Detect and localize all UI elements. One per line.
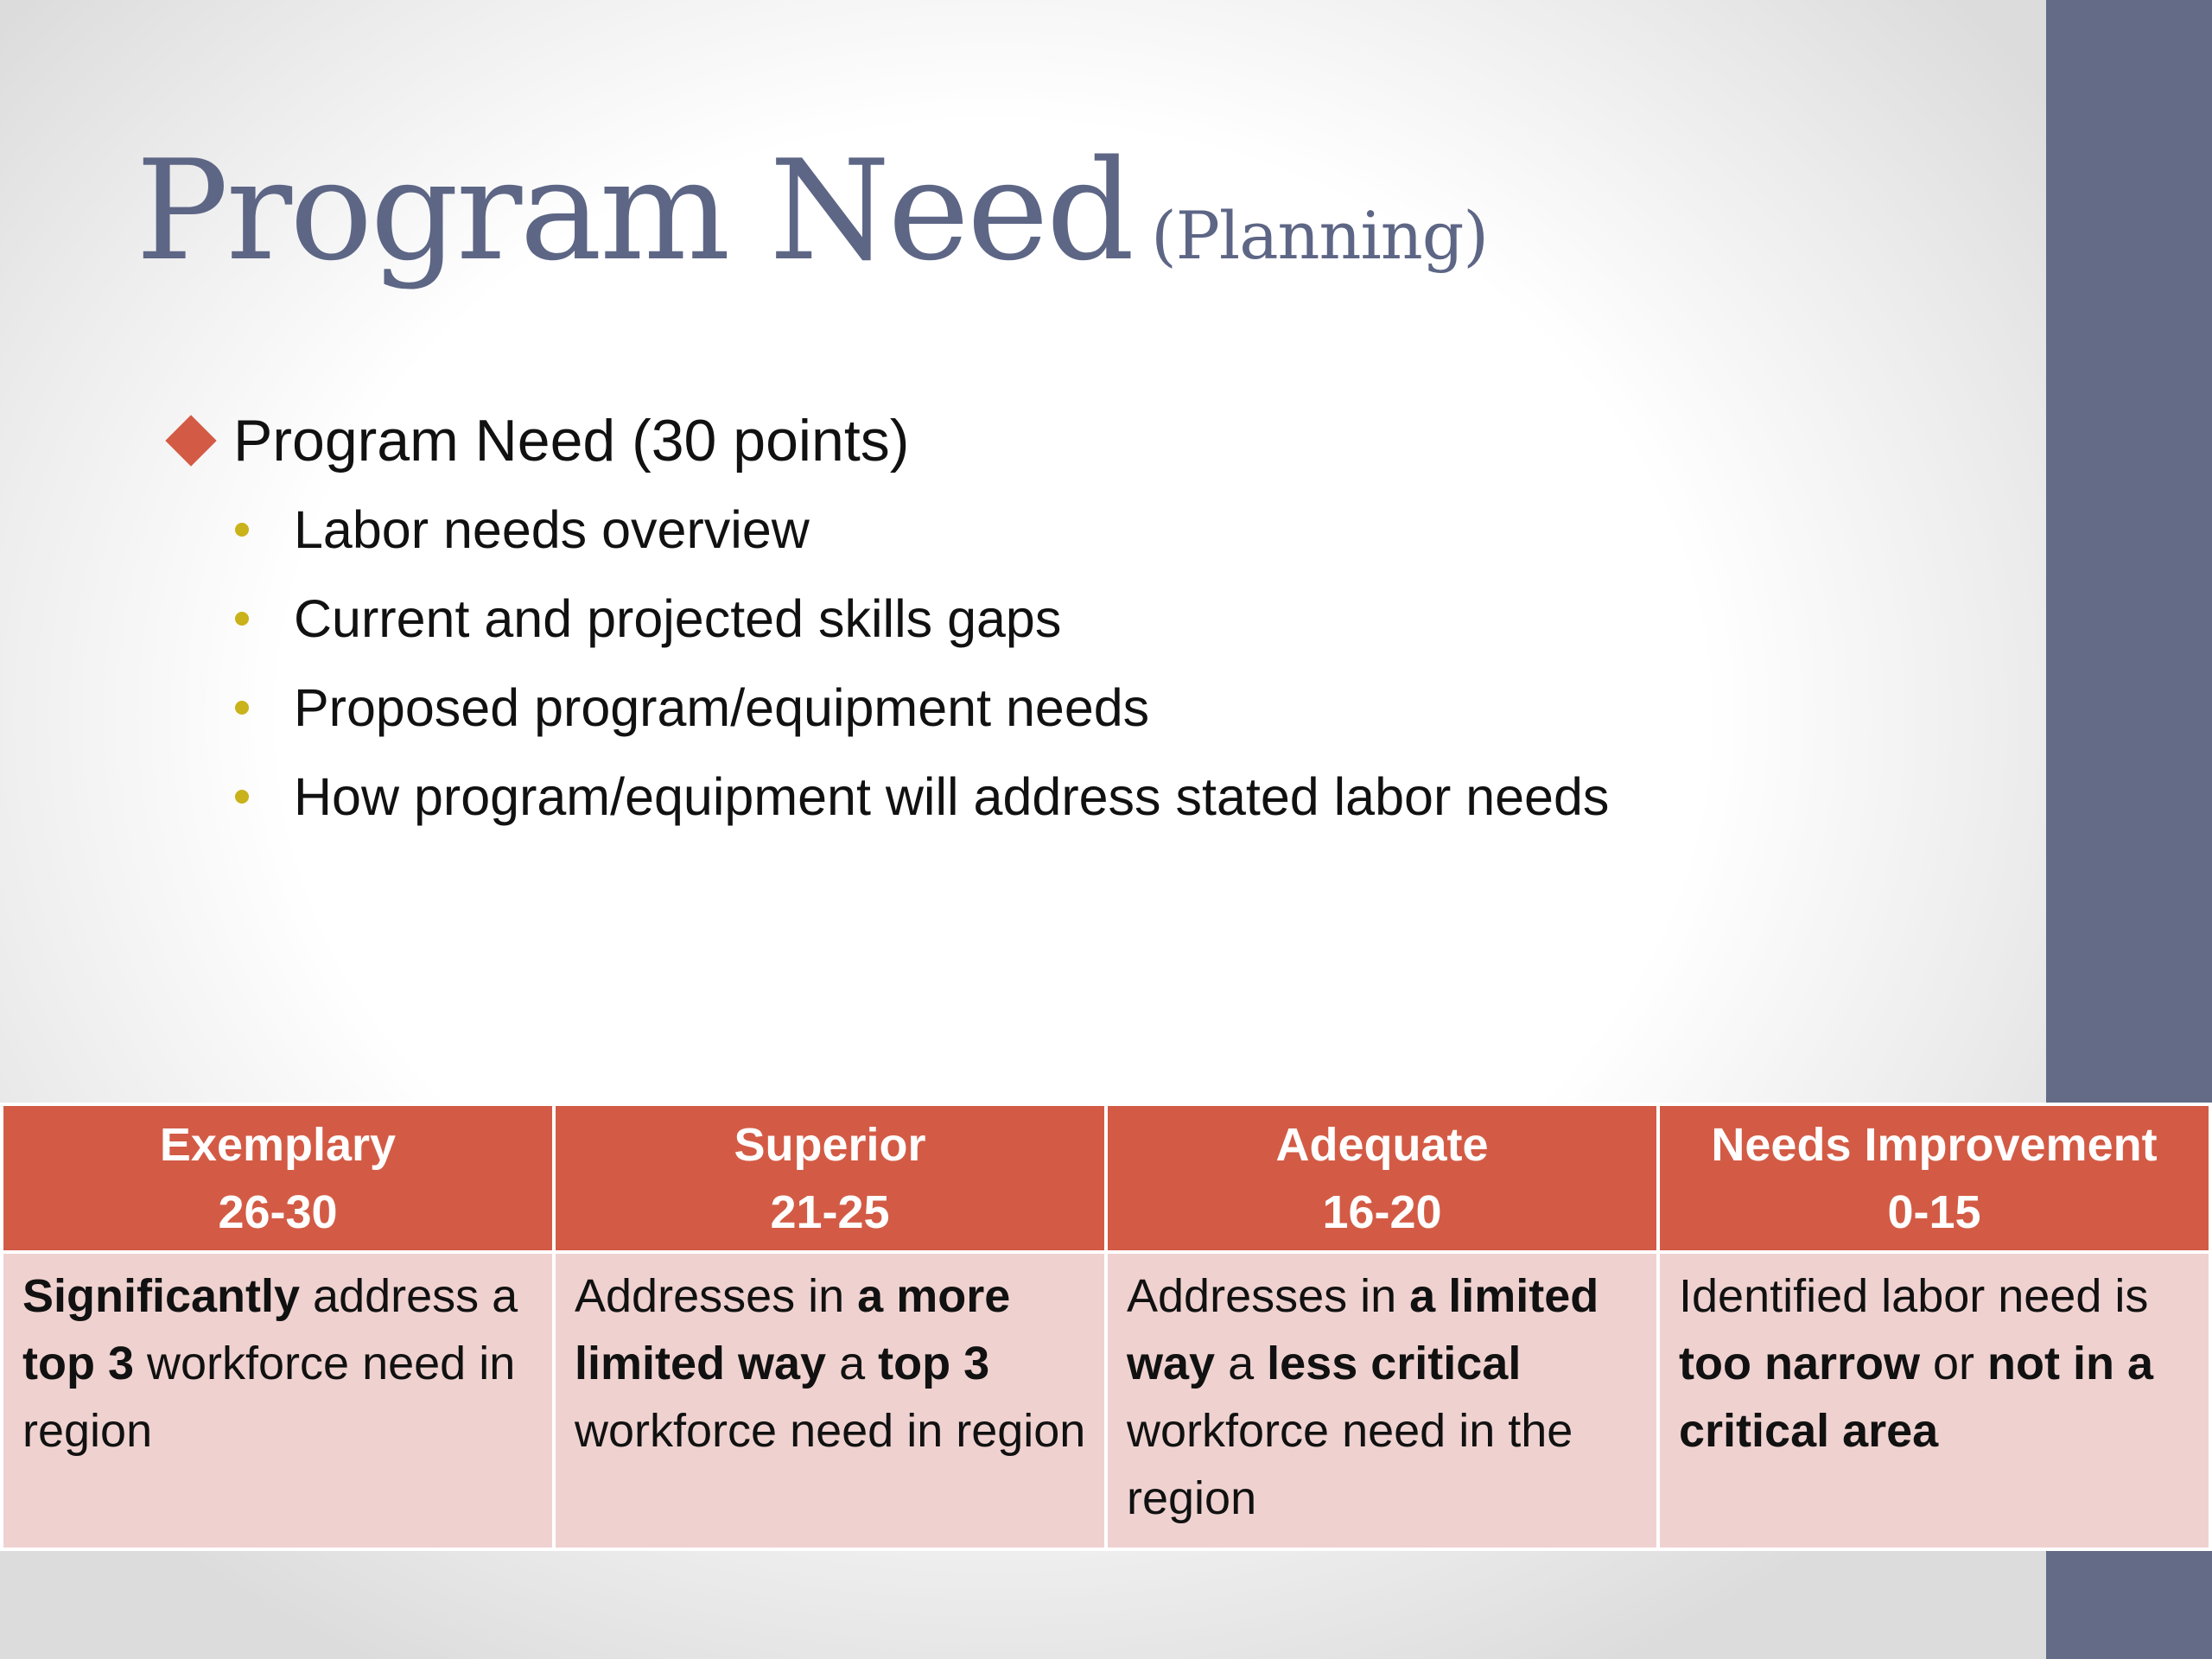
slide-title	[136, 130, 1488, 291]
desc-segment: address a	[300, 1270, 518, 1322]
desc-segment: top 3	[878, 1338, 990, 1389]
sub-bullet-text: Current and projected skills gaps	[294, 588, 1062, 648]
bullet-list	[164, 402, 1609, 841]
sub-bullet	[235, 485, 1609, 574]
rubric-header-row	[2, 1104, 2210, 1252]
rubric-header-cell	[2, 1104, 554, 1252]
slide-title-main: Program Need	[136, 130, 1133, 291]
rubric-level-label: Needs Improvement	[1711, 1118, 2158, 1171]
desc-segment: workforce need in region	[575, 1405, 1086, 1457]
rubric-level-range: 16-20	[1322, 1185, 1442, 1238]
rubric-level-label: Exemplary	[159, 1118, 397, 1171]
rubric-level-label: Superior	[734, 1118, 926, 1171]
rubric-header-cell	[1106, 1104, 1658, 1252]
main-bullet	[164, 402, 1609, 480]
dot-bullet-icon	[235, 523, 249, 537]
sub-bullet-text: Labor needs overview	[294, 499, 810, 559]
rubric-description-cell	[2, 1252, 554, 1549]
scoring-rubric-table	[0, 1103, 2212, 1551]
desc-segment: Addresses in	[575, 1270, 858, 1322]
desc-segment: Addresses in	[1127, 1270, 1410, 1322]
rubric-description-cell	[1658, 1252, 2210, 1549]
desc-segment: or	[1920, 1338, 1988, 1389]
sub-bullet	[235, 752, 1609, 841]
desc-segment: a	[826, 1338, 879, 1389]
desc-segment: a more limited way	[575, 1270, 1011, 1389]
desc-segment: workforce need in region	[22, 1338, 516, 1457]
desc-segment: not in a critical area	[1679, 1338, 2154, 1457]
desc-segment: Significantly	[22, 1270, 301, 1322]
rubric-level-range: 26-30	[218, 1185, 338, 1238]
desc-segment: too narrow	[1679, 1338, 1920, 1389]
sub-bullet-text: How program/equipment will address stated labor needs	[294, 766, 1610, 826]
rubric-description-cell	[1106, 1252, 1658, 1549]
rubric-level-label: Adequate	[1275, 1118, 1489, 1171]
dot-bullet-icon	[235, 612, 249, 626]
dot-bullet-icon	[235, 701, 249, 715]
sub-bullet-text: Proposed program/equipment needs	[294, 677, 1150, 737]
sub-bullet	[235, 574, 1609, 663]
rubric-header-cell	[1658, 1104, 2210, 1252]
rubric-description-row	[2, 1252, 2210, 1549]
desc-segment: top 3	[22, 1338, 134, 1389]
dot-bullet-icon	[235, 790, 249, 804]
sub-bullet	[235, 663, 1609, 752]
desc-segment: workforce need in the region	[1127, 1405, 1573, 1524]
main-bullet-text: Program Need (30 points)	[233, 408, 910, 474]
rubric-header-cell	[554, 1104, 1106, 1252]
desc-segment: less critical	[1267, 1338, 1522, 1389]
sub-bullet-list	[164, 485, 1609, 841]
desc-segment: a limited way	[1127, 1270, 1599, 1389]
slide-title-suffix: (Planning)	[1151, 197, 1488, 274]
rubric-level-range: 21-25	[770, 1185, 890, 1238]
desc-segment: a	[1215, 1338, 1268, 1389]
diamond-bullet-icon	[165, 415, 216, 466]
desc-segment: Identified labor need is	[1679, 1270, 2149, 1322]
rubric-description-cell	[554, 1252, 1106, 1549]
rubric-level-range: 0-15	[1887, 1185, 1981, 1238]
